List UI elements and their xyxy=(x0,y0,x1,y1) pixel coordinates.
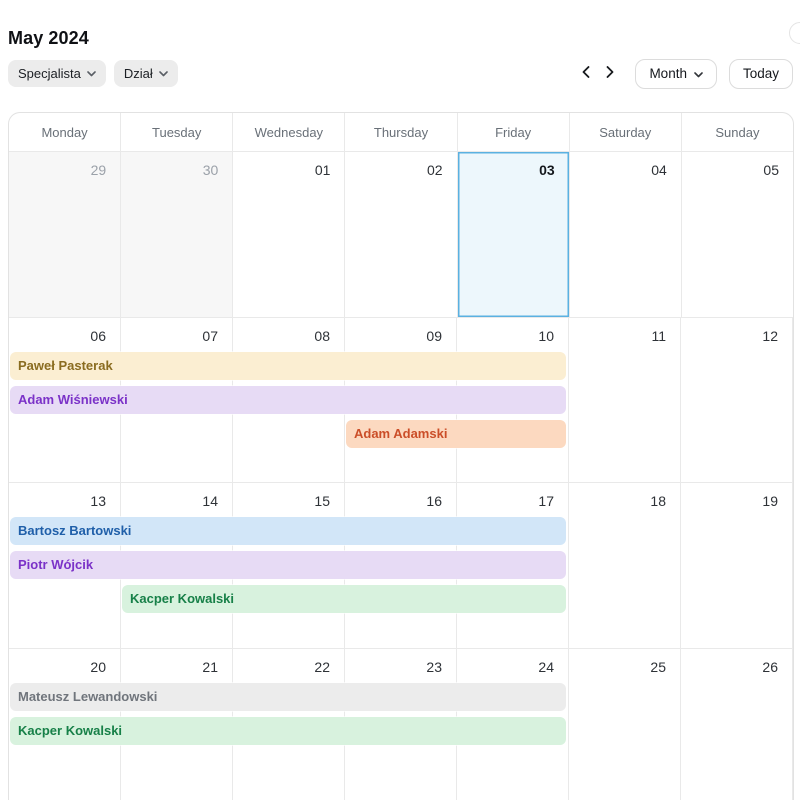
week-row xyxy=(9,648,793,800)
filter-specjalista-dropdown[interactable] xyxy=(8,60,106,87)
day-cell[interactable] xyxy=(9,152,121,317)
day-number: 30 xyxy=(202,162,219,178)
day-number: 18 xyxy=(650,493,666,509)
day-number: 26 xyxy=(762,658,778,675)
day-number: 22 xyxy=(314,658,330,675)
day-number: 13 xyxy=(90,493,106,509)
event-bar[interactable]: Adam Wiśniewski xyxy=(10,386,566,414)
view-selector-dropdown[interactable] xyxy=(635,59,717,89)
week-row xyxy=(9,317,793,483)
day-number: 24 xyxy=(538,658,554,675)
event-bar[interactable]: Paweł Pasterak xyxy=(10,352,566,380)
chevron-right-icon xyxy=(606,66,614,81)
day-cell[interactable] xyxy=(233,152,345,317)
day-cell-today[interactable] xyxy=(458,152,570,317)
day-of-week-header-row xyxy=(9,113,793,151)
day-cell[interactable] xyxy=(681,483,793,648)
dow-header-monday: Monday xyxy=(9,113,121,151)
month-grid xyxy=(8,112,794,800)
dow-header-friday: Friday xyxy=(458,113,570,151)
day-number: 12 xyxy=(762,327,778,344)
day-number: 02 xyxy=(426,162,443,178)
day-number: 03 xyxy=(539,162,555,178)
day-number: 29 xyxy=(90,162,107,178)
dow-header-saturday: Saturday xyxy=(570,113,682,151)
day-number: 09 xyxy=(426,327,442,344)
edge-cut-button[interactable] xyxy=(789,22,800,44)
chevron-left-icon xyxy=(582,66,590,81)
day-cell[interactable] xyxy=(569,483,681,648)
toolbar-right xyxy=(575,59,793,89)
day-number: 14 xyxy=(202,493,218,509)
day-cell[interactable] xyxy=(569,649,681,800)
day-number: 19 xyxy=(762,493,778,509)
day-cell[interactable] xyxy=(345,152,457,317)
day-number: 23 xyxy=(426,658,442,675)
filter-dzial-label: Dział xyxy=(123,66,153,81)
event-bar[interactable]: Bartosz Bartowski xyxy=(10,517,566,545)
day-cell[interactable] xyxy=(569,318,681,483)
event-bar[interactable]: Kacper Kowalski xyxy=(122,585,566,613)
day-cell[interactable] xyxy=(681,318,793,483)
day-number: 05 xyxy=(763,162,779,178)
dow-header-wednesday: Wednesday xyxy=(233,113,345,151)
day-number: 25 xyxy=(650,658,666,675)
day-number: 15 xyxy=(314,493,330,509)
day-number: 07 xyxy=(202,327,218,344)
day-number: 08 xyxy=(314,327,330,344)
view-selector-label: Month xyxy=(649,66,687,81)
day-cell[interactable] xyxy=(681,649,793,800)
day-number: 17 xyxy=(538,493,554,509)
event-bar[interactable]: Piotr Wójcik xyxy=(10,551,566,579)
prev-month-button[interactable] xyxy=(575,63,597,85)
day-cell[interactable] xyxy=(570,152,682,317)
filter-specjalista-label: Specjalista xyxy=(18,66,81,81)
dow-header-sunday: Sunday xyxy=(715,124,760,140)
page-title: May 2024 xyxy=(8,28,89,48)
week-row xyxy=(9,151,793,317)
day-number: 11 xyxy=(651,327,666,344)
toolbar xyxy=(8,58,793,89)
day-number: 16 xyxy=(426,493,442,509)
chevron-down-icon xyxy=(87,71,96,77)
day-number: 01 xyxy=(314,162,331,178)
event-bar[interactable]: Adam Adamski xyxy=(346,420,566,448)
day-cell[interactable] xyxy=(682,152,793,317)
day-number: 10 xyxy=(538,327,554,344)
weeks-container xyxy=(9,151,793,800)
week-row xyxy=(9,482,793,648)
next-month-button[interactable] xyxy=(599,63,621,85)
chevron-down-icon xyxy=(694,66,703,81)
dow-header-tuesday: Tuesday xyxy=(121,113,233,151)
today-button[interactable] xyxy=(729,59,793,89)
event-bar[interactable]: Mateusz Lewandowski xyxy=(10,683,566,711)
event-bar[interactable]: Kacper Kowalski xyxy=(10,717,566,745)
day-number: 21 xyxy=(202,658,218,675)
today-button-label: Today xyxy=(742,66,779,81)
dow-header-thursday: Thursday xyxy=(345,113,457,151)
chevron-down-icon xyxy=(159,71,168,77)
filter-dzial-dropdown[interactable] xyxy=(114,60,178,87)
day-number: 06 xyxy=(90,327,106,344)
day-number: 20 xyxy=(90,658,106,675)
day-cell[interactable] xyxy=(121,152,233,317)
day-number: 04 xyxy=(651,162,667,178)
